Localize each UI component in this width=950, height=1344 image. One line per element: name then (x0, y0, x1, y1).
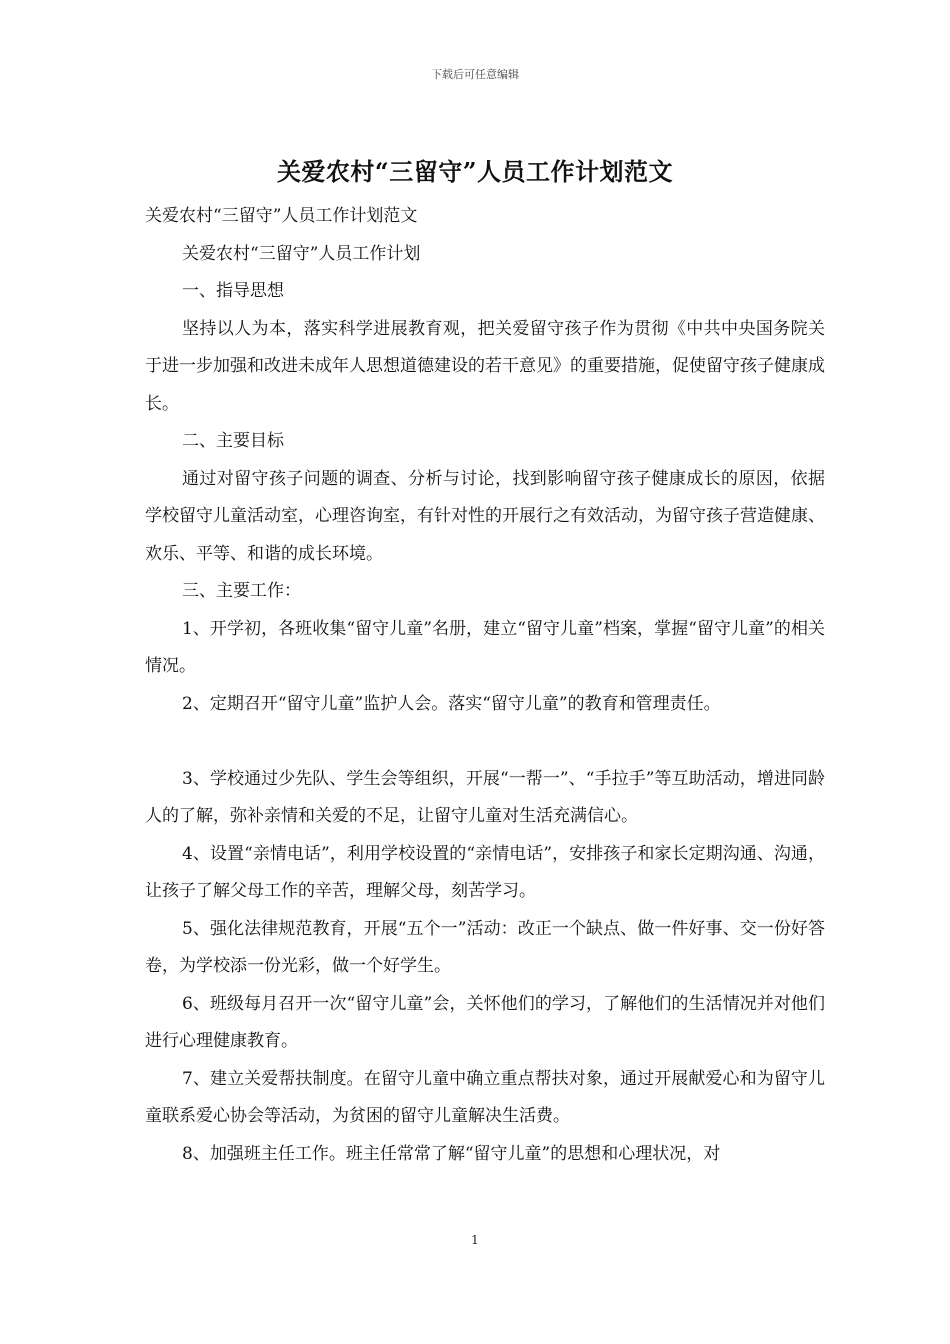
header-note: 下载后可任意编辑 (431, 68, 519, 81)
paragraph-subtitle: 关爱农村“三留守”人员工作计划范文 (145, 206, 418, 226)
work-item-5: 5、强化法律规范教育，开展“五个一”活动：改正一个缺点、做一件好事、交一份好答卷，为学校添一份光彩，做一个好学生。 (145, 918, 825, 976)
section-heading-main-goals: 二、主要目标 (182, 431, 284, 451)
work-item-6: 6、班级每月召开一次“留守儿童”会，关怀他们的学习，了解他们的生活情况并对他们进行心理健康教育。 (145, 993, 825, 1051)
page-number: 1 (471, 1233, 479, 1247)
work-item-4: 4、设置“亲情电话”，利用学校设置的“亲情电话”，安排孩子和家长定期沟通、沟通，让孩子了解父母工作的辛苦，理解父母，刻苦学习。 (145, 843, 825, 901)
document-title: 关爱农村“三留守”人员工作计划范文 (276, 157, 674, 186)
work-item-8: 8、加强班主任工作。班主任常常了解“留守儿童”的思想和心理状况，对 (182, 1143, 721, 1164)
document-body (145, 198, 825, 1173)
work-item-7: 7、建立关爱帮扶制度。在留守儿童中确立重点帮扶对象，通过开展献爱心和为留守儿童联系爱心协会等活动，为贫困的留守儿童解决生活费。 (145, 1068, 825, 1126)
section-heading-guiding-thought: 一、指导思想 (182, 281, 284, 301)
work-item-3: 3、学校通过少先队、学生会等组织，开展“一帮一”、“手拉手”等互助活动，增进同龄人的了解，弥补亲情和关爱的不足，让留守儿童对生活充满信心。 (145, 768, 825, 826)
paragraph-guiding-thought: 坚持以人为本，落实科学进展教育观，把关爱留守孩子作为贯彻《中共中央国务院关于进一步加强和改进未成年人思想道德建设的若干意见》的重要措施，促使留守孩子健康成长。 (145, 318, 825, 414)
work-item-2: 2、定期召开“留守儿童”监护人会。落实“留守儿童”的教育和管理责任。 (182, 693, 721, 714)
section-heading-main-work: 三、主要工作： (182, 581, 301, 601)
paragraph-plan-heading: 关爱农村“三留守”人员工作计划 (182, 243, 421, 264)
work-item-1: 1、开学初，各班收集“留守儿童”名册，建立“留守儿童”档案，掌握“留守儿童”的相关情况。 (145, 618, 825, 676)
paragraph-main-goals: 通过对留守孩子问题的调查、分析与讨论，找到影响留守孩子健康成长的原因，依据学校留守儿童活动室，心理咨询室，有针对性的开展行之有效活动，为留守孩子营造健康、欢乐、平等、和谐的成长环境。 (145, 468, 825, 564)
